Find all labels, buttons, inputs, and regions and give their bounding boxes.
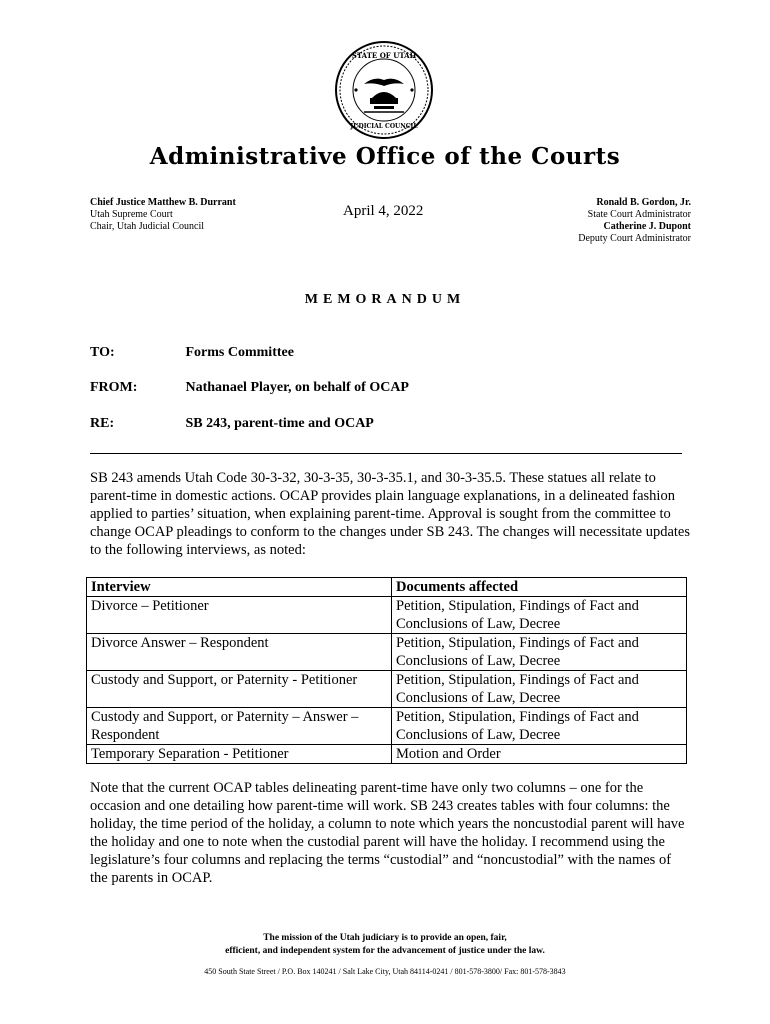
administrator-title: State Court Administrator — [587, 209, 691, 220]
table-cell-documents: Petition, Stipulation, Findings of Fact and Conclusions of Law, Decree — [392, 671, 687, 708]
re-value: SB 243, parent-time and OCAP — [185, 416, 374, 431]
from-value: Nathanael Player, on behalf of OCAP — [185, 380, 409, 395]
chief-justice-name: Chief Justice Matthew B. Durrant — [90, 197, 236, 208]
table-cell-documents: Petition, Stipulation, Findings of Fact and Conclusions of Law, Decree — [392, 597, 687, 634]
memo-to-row — [90, 345, 294, 361]
table-cell-documents: Petition, Stipulation, Findings of Fact and Conclusions of Law, Decree — [392, 708, 687, 745]
utah-judicial-council-seal-icon — [334, 40, 434, 140]
table-cell-documents: Motion and Order — [392, 745, 687, 764]
memo-date: April 4, 2022 — [343, 203, 424, 219]
memo-from-row — [90, 380, 409, 396]
memorandum-heading: MEMORANDUM — [304, 292, 466, 307]
table-header-row — [87, 578, 687, 597]
table-cell-interview: Divorce Answer – Respondent — [87, 634, 392, 671]
table-header-interview: Interview — [87, 578, 392, 597]
to-label: TO: — [90, 345, 115, 360]
table-row — [87, 671, 687, 708]
body-paragraph-1: SB 243 amends Utah Code 30-3-32, 30-3-35, 30-3-35.1, and 30-3-35.5. These statues all relate to parent-time in domestic actions. OCAP provides plain language explanations, in a delineated fashion applied to parties’ situation, when explaining parent-time. Approval is sought from the committee to change OCAP pleadings to conform to the changes under SB 243. The changes will necessitate updates to the following interviews, as noted: — [90, 470, 690, 558]
table-cell-interview: Temporary Separation - Petitioner — [87, 745, 392, 764]
table-cell-interview: Divorce – Petitioner — [87, 597, 392, 634]
body-paragraph-2: Note that the current OCAP tables delineating parent-time have only two columns – one for the occasion and one detailing how parent-time will work. SB 243 creates tables with four columns: the holiday, the time period of the holiday, a column to note which years the noncustodial parent will have the holiday and one to note when the custodial parent will have the holiday. I recommend using the legislature’s four columns and replacing the terms “custodial” and “noncustodial” with the names of the parents in OCAP. — [90, 780, 685, 886]
header-divider — [90, 453, 682, 454]
administrators-block — [578, 197, 691, 245]
re-label: RE: — [90, 416, 115, 431]
svg-text:JUDICIAL COUNCIL: JUDICIAL COUNCIL — [350, 123, 418, 130]
table-row — [87, 745, 687, 764]
chief-justice-court: Utah Supreme Court — [90, 209, 173, 220]
footer-address: 450 South State Street / P.O. Box 140241 / Salt Lake City, Utah 84114-0241 / 801-578-3800/ Fax: 801-578-3843 — [204, 967, 566, 976]
chief-justice-role: Chair, Utah Judicial Council — [90, 221, 205, 232]
table-cell-documents: Petition, Stipulation, Findings of Fact and Conclusions of Law, Decree — [392, 634, 687, 671]
office-title: Administrative Office of the Courts — [149, 143, 621, 170]
mission-statement — [0, 932, 770, 958]
svg-text:STATE OF UTAH: STATE OF UTAH — [351, 51, 417, 60]
deputy-administrator-name: Catherine J. Dupont — [603, 221, 691, 232]
table-cell-interview: Custody and Support, or Paternity - Petitioner — [87, 671, 392, 708]
administrator-name: Ronald B. Gordon, Jr. — [596, 197, 691, 208]
chief-justice-block — [90, 197, 236, 233]
table-header-documents: Documents affected — [392, 578, 687, 597]
from-label: FROM: — [90, 380, 138, 395]
deputy-administrator-title: Deputy Court Administrator — [578, 233, 691, 244]
table-cell-interview: Custody and Support, or Paternity – Answer – Respondent — [87, 708, 392, 745]
interviews-table — [86, 577, 687, 764]
table-row — [87, 708, 687, 745]
mission-line-1: The mission of the Utah judiciary is to provide an open, fair, — [263, 933, 507, 943]
table-row — [87, 634, 687, 671]
table-row — [87, 597, 687, 634]
mission-line-2: efficient, and independent system for the advancement of justice under the law. — [225, 946, 545, 956]
to-value: Forms Committee — [185, 345, 294, 360]
memo-re-row — [90, 416, 374, 432]
